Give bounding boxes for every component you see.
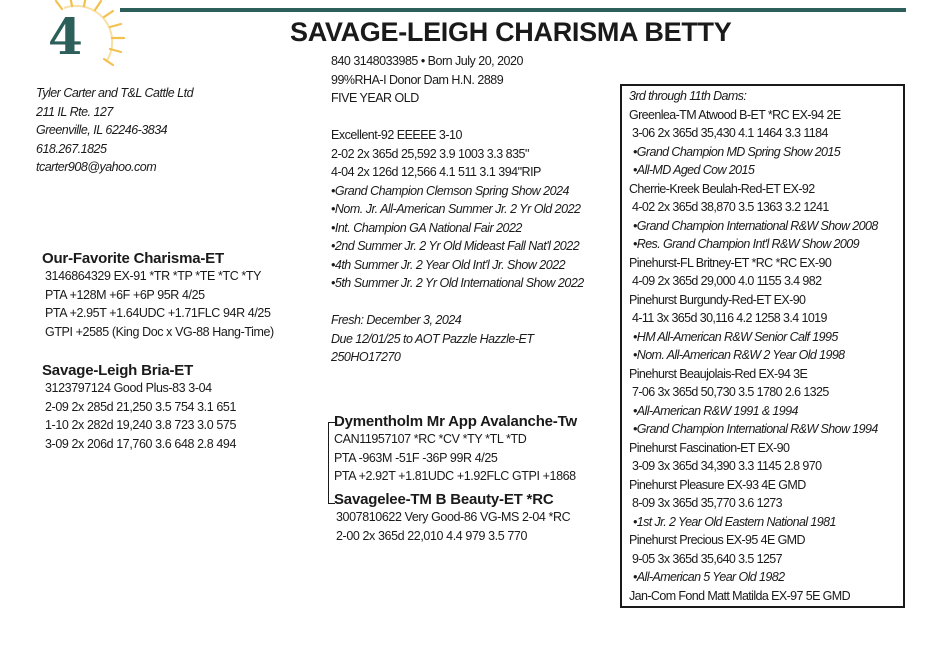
dams-box	[629, 87, 878, 605]
production-record: 2-02 2x 365d 25,592 3.9 1003 3.3 835"	[331, 146, 529, 161]
due-date: Due 12/01/25 to AOT Pazzle Hazzle-ET	[331, 331, 534, 346]
ancestor-name: Pinehurst-FL Britney-ET *RC *RC EX-90	[629, 255, 832, 270]
honor-item: •All-American 5 Year Old 1982	[633, 570, 785, 584]
sire-line: GTPI +2585 (King Doc x VG-88 Hang-Time)	[45, 324, 274, 339]
sire-line: PTA +2.95T +1.64UDC +1.71FLC 94R 4/25	[45, 306, 271, 320]
lot-number: 4	[48, 7, 83, 66]
dam-block	[42, 362, 236, 453]
maternal-sire-name: Dymentholm Mr App Avalanche-Tw	[334, 413, 577, 430]
consigner-name: Tyler Carter and T&L Cattle Ltd	[36, 86, 194, 100]
production-record: 3-06 2x 365d 35,430 4.1 1464 3.3 1184	[632, 126, 828, 140]
fresh-date: Fresh: December 3, 2024	[331, 313, 462, 327]
dam-line: 2-09 2x 285d 21,250 3.5 754 3.1 651	[45, 399, 237, 414]
maternal-sire-line: PTA +2.92T +1.81UDC +1.92FLC GTPI +1868	[334, 469, 576, 483]
ancestor-name: Pinehurst Precious EX-95 4E GMD	[629, 533, 805, 547]
consigner-block	[36, 84, 193, 177]
consigner-email[interactable]: tcarter908@yahoo.com	[36, 160, 157, 174]
maternal-sire-line: CAN11957107 *RC *CV *TY *TL *TD	[334, 432, 527, 446]
sire-line: PTA +128M +6F +6P 95R 4/25	[45, 287, 205, 302]
honor-item: •Grand Champion Clemson Spring Show 2024	[331, 183, 569, 198]
ancestor-name: Cherrie-Kreek Beulah-Red-ET EX-92	[629, 181, 815, 196]
sire-name: Our-Favorite Charisma-ET	[42, 250, 224, 267]
honor-item: •HM All-American R&W Senior Calf 1995	[633, 329, 838, 344]
honor-item: •4th Summer Jr. 2 Year Old Int'l Jr. Show 2022	[331, 257, 566, 272]
production-record: 7-06 3x 365d 50,730 3.5 1780 2.6 1325	[632, 385, 829, 399]
classification: Excellent-92 EEEEE 3-10	[331, 128, 462, 142]
dam-line: 3-09 2x 206d 17,760 3.6 648 2.8 494	[45, 436, 237, 451]
production-record: 4-04 2x 126d 12,566 4.1 511 3.1 394"RIP	[331, 165, 541, 179]
honor-item: •1st Jr. 2 Year Old Eastern National 1981	[633, 514, 836, 529]
animal-line: 99%RHA-I Donor Dam H.N. 2889	[331, 72, 504, 87]
ancestor-name: Pinehurst Pleasure EX-93 4E GMD	[629, 477, 806, 492]
dam-line: 1-10 2x 282d 19,240 3.8 723 3.0 575	[45, 418, 237, 432]
honor-item: •Grand Champion International R&W Show 2008	[633, 218, 878, 233]
page-title: SAVAGE-LEIGH CHARISMA BETTY	[290, 17, 732, 47]
maternal-dam-line: 3007810622 Very Good-86 VG-MS 2-04 *RC	[336, 510, 571, 524]
maternal-dam-block	[334, 491, 570, 545]
production-record: 4-11 3x 365d 30,116 4.2 1258 3.4 1019	[632, 311, 827, 325]
dams-list	[629, 106, 878, 606]
production-record: 4-09 2x 365d 29,000 4.0 1155 3.4 982	[632, 274, 822, 288]
consigner-address-1: 211 IL Rte. 127	[36, 104, 113, 119]
honor-item: •Grand Champion MD Spring Show 2015	[633, 144, 841, 159]
consigner-phone: 618.267.1825	[36, 141, 107, 156]
maternal-sire-block	[334, 413, 577, 486]
dam-name: Savage-Leigh Bria-ET	[42, 362, 194, 379]
animal-line: 840 3148033985 • Born July 20, 2020	[331, 54, 523, 68]
dam-line: 3123797124 Good Plus-83 3-04	[45, 381, 212, 395]
ancestor-name: Pinehurst Beaujolais-Red EX-94 3E	[629, 366, 808, 381]
header-rule	[120, 8, 906, 12]
maternal-dam-line: 2-00 2x 365d 22,010 4.4 979 3.5 770	[336, 528, 528, 543]
production-record: 4-02 2x 365d 38,870 3.5 1363 3.2 1241	[632, 200, 829, 214]
sire-line: 3146864329 EX-91 *TR *TP *TE *TC *TY	[45, 269, 262, 283]
animal-details	[331, 52, 584, 367]
honor-item: •Int. Champion GA National Fair 2022	[331, 220, 522, 235]
honor-item: •5th Summer Jr. 2 Yr Old International Show 2022	[331, 276, 584, 290]
ancestor-name: Greenlea-TM Atwood B-ET *RC EX-94 2E	[629, 107, 841, 122]
consigner-address-2: Greenville, IL 62246-3834	[36, 123, 168, 137]
production-record: 8-09 3x 365d 35,770 3.6 1273	[632, 496, 783, 510]
honor-item: •Nom. Jr. All-American Summer Jr. 2 Yr Old 2022	[331, 202, 581, 216]
ancestor-name: Pinehurst Fascination-ET EX-90	[629, 440, 790, 455]
ancestor-name: Pinehurst Burgundy-Red-ET EX-90	[629, 292, 806, 307]
dams-heading: 3rd through 11th Dams:	[629, 89, 747, 103]
animal-line: FIVE YEAR OLD	[331, 91, 419, 105]
service-sire-code: 250HO17270	[331, 350, 401, 364]
honor-item: •Res. Grand Champion Int'l R&W Show 2009	[633, 237, 859, 251]
honor-item: •Nom. All-American R&W 2 Year Old 1998	[633, 348, 845, 362]
honor-item: •All-American R&W 1991 & 1994	[633, 403, 798, 418]
sire-block	[42, 250, 274, 341]
honor-item: •All-MD Aged Cow 2015	[633, 163, 755, 177]
honor-item: •2nd Summer Jr. 2 Yr Old Mideast Fall Nat'l 2022	[331, 239, 580, 253]
production-record: 3-09 3x 365d 34,390 3.3 1145 2.8 970	[632, 459, 822, 473]
ancestor-name: Jan-Com Fond Matt Matilda EX-97 5E GMD	[629, 588, 851, 603]
maternal-dam-name: Savagelee-TM B Beauty-ET *RC	[334, 491, 554, 508]
maternal-sire-line: PTA -963M -51F -36P 99R 4/25	[334, 450, 498, 465]
honor-item: •Grand Champion International R&W Show 1994	[633, 422, 878, 436]
production-record: 9-05 3x 365d 35,640 3.5 1257	[632, 551, 783, 566]
